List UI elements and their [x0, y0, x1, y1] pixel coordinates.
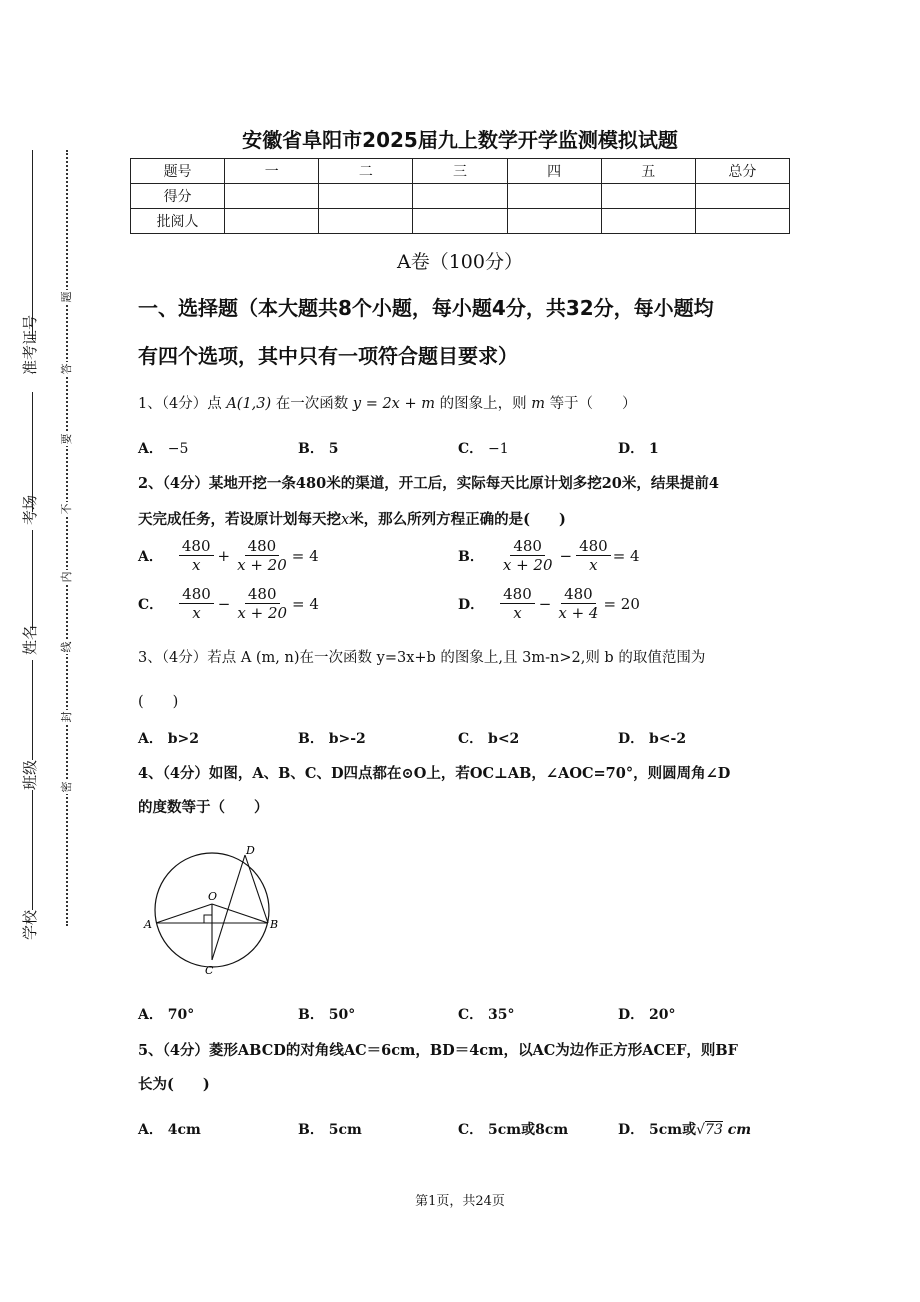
- page-footer: 第1页，共24页: [415, 1194, 505, 1209]
- seal-char: 密: [60, 781, 73, 793]
- table-row: [131, 184, 790, 209]
- grader-input-cell[interactable]: [225, 209, 319, 234]
- question-2-line1: 2、（4分）某地开挖一条480米的渠道，开工后，实际每天比原计划多挖20米，结果提前4: [138, 475, 719, 492]
- q5-option-c[interactable]: C． 5cm或8cm: [458, 1122, 569, 1138]
- table-cell: 批阅人: [131, 209, 225, 234]
- label-b: B: [270, 918, 279, 931]
- q1-var: m: [531, 396, 545, 412]
- binding-line: [32, 660, 33, 760]
- score-input-cell[interactable]: [225, 184, 319, 209]
- right-angle-mark: [204, 915, 212, 923]
- label-a: A: [144, 918, 152, 931]
- score-table: [130, 158, 790, 234]
- q3-option-c[interactable]: C． b<2: [458, 731, 520, 747]
- q5-option-d[interactable]: D． 5cm或√73 cm: [618, 1122, 752, 1138]
- binding-line: [32, 392, 33, 512]
- seal-char: 线: [60, 641, 73, 653]
- q4-option-b[interactable]: B． 50°: [298, 1007, 356, 1023]
- q1-function: y = 2x + m: [352, 396, 435, 412]
- binding-line: [32, 790, 33, 910]
- table-cell: 五: [601, 159, 695, 184]
- seal-char: 要: [60, 433, 73, 445]
- binding-line: [32, 150, 33, 340]
- seal-char: 内: [60, 571, 73, 583]
- table-row: [131, 159, 790, 184]
- seal-char: 题: [60, 291, 73, 303]
- label-o: O: [208, 890, 218, 903]
- q4-option-a[interactable]: A． 70°: [138, 1007, 195, 1023]
- q1-point: A(1,3): [226, 396, 272, 412]
- q1-option-b[interactable]: B． 5: [298, 441, 339, 457]
- part-heading-line2: 有四个选项，其中只有一项符合题目要求）: [138, 344, 518, 368]
- segment-ob: [212, 904, 268, 923]
- score-input-cell[interactable]: [319, 184, 413, 209]
- grader-input-cell[interactable]: [319, 209, 413, 234]
- part-heading-line1: 一、选择题（本大题共8个小题，每小题4分，共32分，每小题均: [138, 296, 714, 320]
- table-cell: 总分: [695, 159, 789, 184]
- question-5-line2: 长为( ): [138, 1076, 210, 1093]
- page-title: 安徽省阜阳市2025届九上数学开学监测模拟试题: [242, 128, 678, 152]
- q1-tail: 等于（ ）: [549, 396, 637, 412]
- q1-mid: 在一次函数: [275, 396, 349, 412]
- q2-option-d[interactable]: D． $\frac{480}{x}$ − $\frac{480}{x + 4}$ = 20: [458, 585, 640, 622]
- q3-option-b[interactable]: B． b>-2: [298, 731, 366, 747]
- seal-char: 不: [60, 503, 73, 515]
- table-cell: 一: [225, 159, 319, 184]
- q2-option-c[interactable]: C． $\frac{480}{x}$ − $\frac{480}{x + 20}$ = 4: [138, 585, 319, 622]
- table-cell: 三: [413, 159, 507, 184]
- label-school: 学校: [21, 909, 39, 940]
- q1-mid2: 的图象上，则: [439, 396, 527, 412]
- label-d: D: [246, 844, 255, 857]
- question-5-line1: 5、（4分）菱形ABCD的对角线AC＝6cm，BD＝4cm，以AC为边作正方形ACEF，则BF: [138, 1042, 738, 1059]
- binding-margin: [0, 0, 90, 1302]
- question-2-line2: 天完成任务，若设原计划每天挖x米，那么所列方程正确的是( ): [138, 511, 566, 528]
- q4-option-d[interactable]: D． 20°: [618, 1007, 676, 1023]
- label-exam-room: 考场: [21, 494, 39, 525]
- label-class: 班级: [21, 759, 39, 790]
- label-name: 姓名: [21, 624, 39, 655]
- score-input-cell[interactable]: [507, 184, 601, 209]
- section-heading: A卷（100分）: [397, 251, 523, 273]
- q3-option-d[interactable]: D． b<-2: [618, 731, 687, 747]
- grader-input-cell[interactable]: [507, 209, 601, 234]
- grader-input-cell[interactable]: [413, 209, 507, 234]
- label-exam-number: 准考证号: [21, 314, 39, 375]
- question-4-line1: 4、（4分）如图，A、B、C、D四点都在⊙O上，若OC⊥AB，∠AOC=70°，则圆周角∠D: [138, 765, 731, 782]
- label-c: C: [205, 964, 214, 977]
- q5-option-b[interactable]: B． 5cm: [298, 1122, 362, 1138]
- table-cell: 四: [507, 159, 601, 184]
- q1-option-d[interactable]: D． 1: [618, 441, 659, 457]
- table-row: [131, 209, 790, 234]
- segment-cd: [212, 855, 245, 960]
- grader-input-cell[interactable]: [695, 209, 789, 234]
- table-cell: 二: [319, 159, 413, 184]
- table-cell: 得分: [131, 184, 225, 209]
- q3-option-a[interactable]: A． b>2: [138, 731, 200, 747]
- binding-line: [32, 530, 33, 630]
- q1-option-a[interactable]: A． −5: [138, 441, 189, 457]
- q2-option-a[interactable]: A． $\frac{480}{x}$ + $\frac{480}{x + 20}$ = 4: [138, 537, 319, 574]
- seal-char: 答: [60, 363, 73, 375]
- question-3-line1: 3、（4分）若点 A (m, n)在一次函数 y=3x+b 的图象上,且 3m-n>2,则 b 的取值范围为: [138, 650, 706, 666]
- question-4-line2: 的度数等于（ ）: [138, 799, 269, 816]
- q1-option-c[interactable]: C． −1: [458, 441, 509, 457]
- grader-input-cell[interactable]: [601, 209, 695, 234]
- sqrt-radicand: 73: [705, 1122, 723, 1138]
- q1-prefix: 1、（4分）点: [138, 396, 222, 412]
- q5-option-a[interactable]: A． 4cm: [138, 1122, 201, 1138]
- score-input-cell[interactable]: [695, 184, 789, 209]
- q4-option-c[interactable]: C． 35°: [458, 1007, 515, 1023]
- score-input-cell[interactable]: [601, 184, 695, 209]
- q2-option-b[interactable]: B． $\frac{480}{x + 20}$ − $\frac{480}{x}$ = 4: [458, 537, 640, 574]
- question-1: [138, 394, 788, 414]
- circle-figure: [142, 838, 282, 978]
- seal-char: 封: [60, 711, 73, 723]
- score-input-cell[interactable]: [413, 184, 507, 209]
- table-cell: 题号: [131, 159, 225, 184]
- question-3-line2: ( ): [138, 694, 179, 710]
